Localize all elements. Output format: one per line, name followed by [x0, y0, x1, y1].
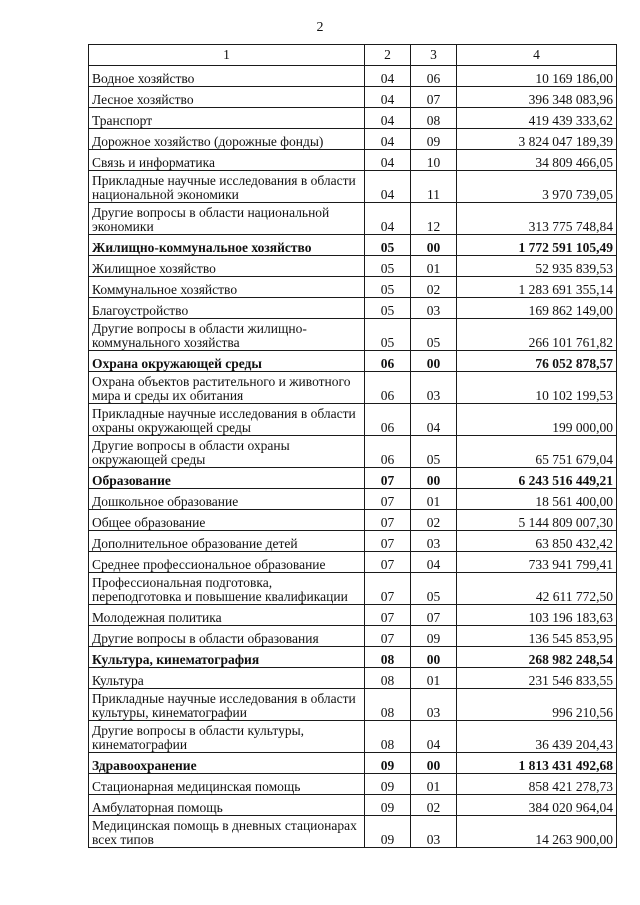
row-subsection-code-cell: 04 [411, 404, 457, 436]
row-amount-cell: 1 813 431 492,68 [457, 753, 617, 774]
row-amount-cell: 384 020 964,04 [457, 795, 617, 816]
section-total-row [89, 351, 617, 372]
row-amount-cell: 1 772 591 105,49 [457, 235, 617, 256]
table-row [89, 531, 617, 552]
row-name-cell: Общее образование [89, 510, 365, 531]
row-amount-cell: 199 000,00 [457, 404, 617, 436]
row-subsection-code-cell: 04 [411, 721, 457, 753]
row-amount-cell: 169 862 149,00 [457, 298, 617, 319]
row-amount-cell: 52 935 839,53 [457, 256, 617, 277]
table-header-row [89, 45, 617, 66]
table-row [89, 150, 617, 171]
row-name-cell: Другие вопросы в области жилищно-коммунального хозяйства [89, 319, 365, 351]
table-row [89, 372, 617, 404]
row-name-cell: Культура [89, 668, 365, 689]
table-row [89, 626, 617, 647]
row-amount-cell: 858 421 278,73 [457, 774, 617, 795]
column-header-4: 4 [457, 45, 617, 66]
row-amount-cell: 10 102 199,53 [457, 372, 617, 404]
row-section-code-cell: 05 [365, 319, 411, 351]
table-row [89, 319, 617, 351]
table-row [89, 66, 617, 87]
row-subsection-code-cell: 09 [411, 129, 457, 150]
row-name-cell: Лесное хозяйство [89, 87, 365, 108]
column-header-1: 1 [89, 45, 365, 66]
row-name-cell: Профессиональная подготовка, переподготовка и повышение квалификации [89, 573, 365, 605]
row-section-code-cell: 09 [365, 774, 411, 795]
row-subsection-code-cell: 00 [411, 753, 457, 774]
row-amount-cell: 14 263 900,00 [457, 816, 617, 848]
row-section-code-cell: 07 [365, 552, 411, 573]
table-row [89, 816, 617, 848]
row-name-cell: Жилищно-коммунальное хозяйство [89, 235, 365, 256]
row-name-cell: Прикладные научные исследования в области культуры, кинематографии [89, 689, 365, 721]
row-section-code-cell: 09 [365, 795, 411, 816]
row-amount-cell: 3 824 047 189,39 [457, 129, 617, 150]
row-amount-cell: 996 210,56 [457, 689, 617, 721]
table-row [89, 605, 617, 626]
row-name-cell: Дорожное хозяйство (дорожные фонды) [89, 129, 365, 150]
row-subsection-code-cell: 09 [411, 626, 457, 647]
budget-table [88, 44, 617, 848]
row-section-code-cell: 04 [365, 150, 411, 171]
table-row [89, 668, 617, 689]
row-section-code-cell: 04 [365, 87, 411, 108]
row-section-code-cell: 07 [365, 605, 411, 626]
row-name-cell: Прикладные научные исследования в области охраны окружающей среды [89, 404, 365, 436]
table-row [89, 552, 617, 573]
row-name-cell: Амбулаторная помощь [89, 795, 365, 816]
row-name-cell: Дошкольное образование [89, 489, 365, 510]
row-subsection-code-cell: 00 [411, 647, 457, 668]
row-subsection-code-cell: 11 [411, 171, 457, 203]
row-name-cell: Транспорт [89, 108, 365, 129]
row-name-cell: Образование [89, 468, 365, 489]
row-name-cell: Коммунальное хозяйство [89, 277, 365, 298]
row-name-cell: Здравоохранение [89, 753, 365, 774]
row-amount-cell: 10 169 186,00 [457, 66, 617, 87]
row-section-code-cell: 05 [365, 235, 411, 256]
row-section-code-cell: 04 [365, 171, 411, 203]
row-amount-cell: 266 101 761,82 [457, 319, 617, 351]
row-amount-cell: 419 439 333,62 [457, 108, 617, 129]
section-total-row [89, 647, 617, 668]
table-row [89, 298, 617, 319]
row-name-cell: Среднее профессиональное образование [89, 552, 365, 573]
row-section-code-cell: 06 [365, 436, 411, 468]
row-subsection-code-cell: 02 [411, 795, 457, 816]
row-subsection-code-cell: 01 [411, 489, 457, 510]
row-name-cell: Стационарная медицинская помощь [89, 774, 365, 795]
table-row [89, 108, 617, 129]
section-total-row [89, 753, 617, 774]
row-name-cell: Дополнительное образование детей [89, 531, 365, 552]
row-subsection-code-cell: 12 [411, 203, 457, 235]
row-subsection-code-cell: 04 [411, 552, 457, 573]
row-section-code-cell: 09 [365, 816, 411, 848]
row-subsection-code-cell: 03 [411, 816, 457, 848]
row-subsection-code-cell: 00 [411, 235, 457, 256]
table-row [89, 171, 617, 203]
row-subsection-code-cell: 08 [411, 108, 457, 129]
table-row [89, 795, 617, 816]
row-amount-cell: 3 970 739,05 [457, 171, 617, 203]
row-section-code-cell: 08 [365, 689, 411, 721]
row-subsection-code-cell: 01 [411, 256, 457, 277]
row-subsection-code-cell: 00 [411, 351, 457, 372]
row-subsection-code-cell: 01 [411, 774, 457, 795]
row-amount-cell: 136 545 853,95 [457, 626, 617, 647]
table-row [89, 404, 617, 436]
row-section-code-cell: 09 [365, 753, 411, 774]
row-amount-cell: 733 941 799,41 [457, 552, 617, 573]
row-amount-cell: 63 850 432,42 [457, 531, 617, 552]
row-amount-cell: 1 283 691 355,14 [457, 277, 617, 298]
table-row [89, 203, 617, 235]
row-section-code-cell: 06 [365, 372, 411, 404]
row-subsection-code-cell: 10 [411, 150, 457, 171]
row-section-code-cell: 04 [365, 66, 411, 87]
row-section-code-cell: 07 [365, 489, 411, 510]
table-row [89, 256, 617, 277]
row-amount-cell: 6 243 516 449,21 [457, 468, 617, 489]
row-section-code-cell: 07 [365, 510, 411, 531]
row-section-code-cell: 08 [365, 647, 411, 668]
table-row [89, 573, 617, 605]
row-subsection-code-cell: 02 [411, 277, 457, 298]
row-name-cell: Другие вопросы в области культуры, кинематографии [89, 721, 365, 753]
column-header-3: 3 [411, 45, 457, 66]
row-amount-cell: 313 775 748,84 [457, 203, 617, 235]
row-section-code-cell: 04 [365, 108, 411, 129]
row-subsection-code-cell: 00 [411, 468, 457, 489]
row-amount-cell: 42 611 772,50 [457, 573, 617, 605]
row-section-code-cell: 07 [365, 468, 411, 489]
table-row [89, 774, 617, 795]
row-section-code-cell: 07 [365, 626, 411, 647]
row-name-cell: Охрана окружающей среды [89, 351, 365, 372]
row-section-code-cell: 08 [365, 668, 411, 689]
row-amount-cell: 268 982 248,54 [457, 647, 617, 668]
row-name-cell: Другие вопросы в области образования [89, 626, 365, 647]
table-row [89, 277, 617, 298]
row-section-code-cell: 07 [365, 531, 411, 552]
row-name-cell: Водное хозяйство [89, 66, 365, 87]
row-name-cell: Культура, кинематография [89, 647, 365, 668]
row-subsection-code-cell: 07 [411, 605, 457, 626]
table-row [89, 489, 617, 510]
row-name-cell: Связь и информатика [89, 150, 365, 171]
row-subsection-code-cell: 05 [411, 319, 457, 351]
row-subsection-code-cell: 05 [411, 436, 457, 468]
row-amount-cell: 5 144 809 007,30 [457, 510, 617, 531]
row-name-cell: Другие вопросы в области национальной экономики [89, 203, 365, 235]
section-total-row [89, 468, 617, 489]
row-name-cell: Молодежная политика [89, 605, 365, 626]
row-name-cell: Прикладные научные исследования в области национальной экономики [89, 171, 365, 203]
row-subsection-code-cell: 03 [411, 298, 457, 319]
row-name-cell: Жилищное хозяйство [89, 256, 365, 277]
row-amount-cell: 18 561 400,00 [457, 489, 617, 510]
row-section-code-cell: 06 [365, 404, 411, 436]
table-row [89, 129, 617, 150]
row-amount-cell: 65 751 679,04 [457, 436, 617, 468]
row-subsection-code-cell: 03 [411, 531, 457, 552]
row-amount-cell: 76 052 878,57 [457, 351, 617, 372]
row-subsection-code-cell: 05 [411, 573, 457, 605]
row-name-cell: Медицинская помощь в дневных стационарах всех типов [89, 816, 365, 848]
row-amount-cell: 231 546 833,55 [457, 668, 617, 689]
row-name-cell: Другие вопросы в области охраны окружающей среды [89, 436, 365, 468]
table-row [89, 87, 617, 108]
row-amount-cell: 34 809 466,05 [457, 150, 617, 171]
section-total-row [89, 235, 617, 256]
table-row [89, 510, 617, 531]
row-subsection-code-cell: 06 [411, 66, 457, 87]
row-section-code-cell: 08 [365, 721, 411, 753]
row-amount-cell: 396 348 083,96 [457, 87, 617, 108]
row-name-cell: Охрана объектов растительного и животного мира и среды их обитания [89, 372, 365, 404]
row-subsection-code-cell: 02 [411, 510, 457, 531]
page-number: 2 [316, 20, 324, 35]
row-subsection-code-cell: 01 [411, 668, 457, 689]
row-section-code-cell: 07 [365, 573, 411, 605]
column-header-2: 2 [365, 45, 411, 66]
row-section-code-cell: 04 [365, 203, 411, 235]
table-row [89, 721, 617, 753]
row-section-code-cell: 05 [365, 256, 411, 277]
row-name-cell: Благоустройство [89, 298, 365, 319]
row-subsection-code-cell: 07 [411, 87, 457, 108]
table-row [89, 689, 617, 721]
row-subsection-code-cell: 03 [411, 689, 457, 721]
row-amount-cell: 103 196 183,63 [457, 605, 617, 626]
row-section-code-cell: 05 [365, 277, 411, 298]
row-section-code-cell: 05 [365, 298, 411, 319]
row-amount-cell: 36 439 204,43 [457, 721, 617, 753]
row-section-code-cell: 06 [365, 351, 411, 372]
row-section-code-cell: 04 [365, 129, 411, 150]
table-row [89, 436, 617, 468]
row-subsection-code-cell: 03 [411, 372, 457, 404]
